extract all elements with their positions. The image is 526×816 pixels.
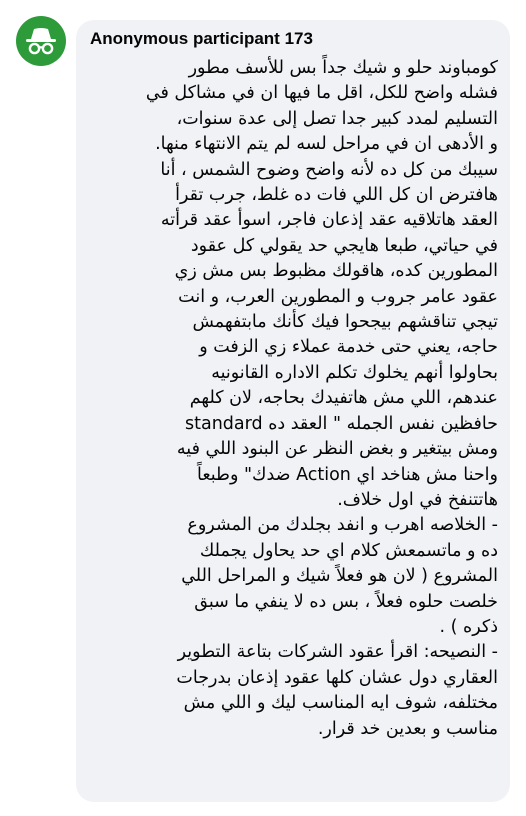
comment-line: خلصت حلوه فعلاً ، بس ده لا ينفي ما سبق (194, 591, 498, 612)
comment-line: تيجي تناقشهم بيجحوا فيك كأنك مابتفهمش (192, 312, 498, 333)
comment-line: هافترض ان كل اللي فات ده غلط، جرب تقرأ (175, 185, 498, 206)
comment-text (82, 56, 498, 742)
comment-line: كومباوند حلو و شيك جداً بس للأسف مطور (188, 58, 498, 78)
comment-line: حافظين نفس الجمله " العقد ده standard (185, 413, 498, 434)
comment-line: ذكره ) . (439, 616, 498, 637)
comment-line: ده و ماتسمعش كلام اي حد يحاول يجملك (199, 540, 498, 561)
comment-line: التسليم لمدد كبير جدا تصل إلى عدة سنوات، (176, 108, 498, 129)
comment-line: و الأدهى ان في مراحل لسه لم يتم الانتهاء منها. (155, 134, 498, 155)
comment-line: بحاولوا أنهم يخلوك تكلم الاداره القانونيه (211, 362, 498, 383)
comment-line: واحنا مش هناخد اي Action ضدك" وطبعاً (197, 464, 498, 485)
comment-line: - النصيحه: اقرأ عقود الشركات بتاعة التطوير (177, 642, 498, 663)
comment-line: هاتتنفخ في اول خلاف. (337, 489, 498, 510)
comment-line: العقاري دول عشان كلها عقود إذعان بدرجات (176, 667, 498, 688)
author-name[interactable]: Anonymous participant 173 (90, 29, 313, 48)
comment-line: عندهم، اللي مش هاتفيدك بحاجه، لان كلهم (189, 388, 498, 409)
comment-line: مناسب و بعدين خد قرار. (317, 718, 498, 739)
comment-line: سيبك من كل ده لأنه واضح وضوح الشمس ، أنا (160, 159, 498, 180)
comment-line: مختلفه، شوف ايه المناسب ليك و اللي مش (183, 693, 498, 714)
comment-line: حاجه، يعني حتى خدمة عملاء زي الزفت و (199, 337, 498, 358)
comment-line: ومش بيتغير و بغض النظر عن البنود اللي فيه (176, 439, 498, 460)
comment-line: المشروع ( لان هو فعلاً شيك و المراحل اللي (181, 566, 498, 587)
avatar[interactable] (16, 16, 66, 66)
comment-line: العقد هاتلاقيه عقد إذعان فاجر، اسوأ عقد قرأته (160, 210, 498, 231)
comment-bubble (76, 20, 510, 802)
comment-line: المطورين كده، هاقولك مظبوط بس مش زي (174, 261, 498, 282)
comment-line: - الخلاصه اهرب و انفد بجلدك من المشروع (187, 515, 498, 536)
comment-line: في حياتي، طبعا هايجي حد يقولي كل عقود (190, 235, 498, 256)
comment-line: فشله واضح للكل، اقل ما فيها ان في مشاكل في (145, 83, 498, 104)
comment-line: عقود عامر جروب و المطورين العرب، و انت (178, 286, 498, 307)
incognito-spy-icon (24, 26, 58, 56)
